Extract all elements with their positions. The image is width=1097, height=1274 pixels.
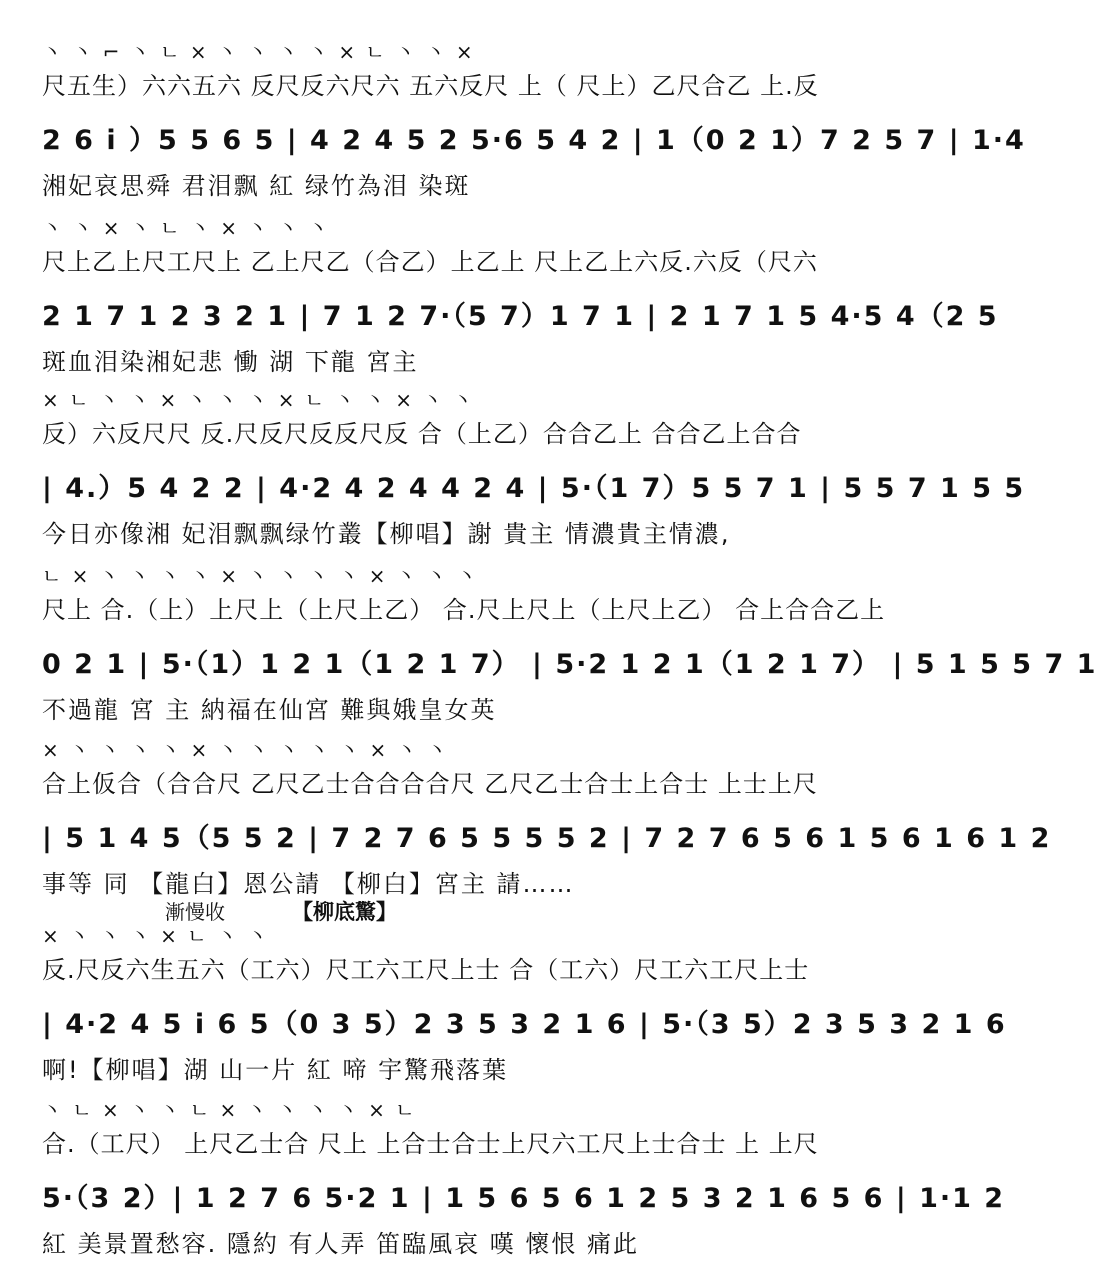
section-title: 【柳底驚】 <box>292 900 397 924</box>
lyrics-row: 不過龍 宮 主 納福在仙宮 難與娥皇女英 <box>42 696 497 724</box>
rhythm-marks-row: × 丶 丶 丶 × ㄴ 丶 丶 <box>42 924 270 948</box>
rhythm-marks-row: × 丶 丶 丶 丶 × 丶 丶 丶 丶 丶 × 丶 丶 <box>42 738 449 762</box>
gongche-notation-row: 尺五生）六六五六 反尺反六尺六 五六反尺 上（ 尺上）乙尺合乙 上.反 <box>42 72 819 100</box>
gongche-notation-row: 尺上 合.（上）上尺上（上尺上乙） 合.尺上尺上（上尺上乙） 合上合合乙上 <box>42 596 886 624</box>
score-system-3 <box>0 384 1026 559</box>
gongche-notation-row: 合上仮合（合合尺 乙尺乙士合合合合尺 乙尺乙士合士上合士 上士上尺 <box>42 770 818 798</box>
jianpu-notation-row: 2 6 i ）5 5 6 5 | 4 2 4 5 2 5·6 5 4 2 | 1（0 2 1）7 2 5 7 | 1·4 <box>42 125 1026 156</box>
score-system-4 <box>0 560 1097 735</box>
tempo-annotation: 漸慢收 <box>165 900 225 924</box>
rhythm-marks-row: 丶 丶 ⌐ 丶 ㄴ × 丶 丶 丶 丶 × ㄴ 丶 丶 × <box>42 40 475 64</box>
jianpu-notation-row: | 4·2 4 5 i 6 5（0 3 5）2 3 5 3 2 1 6 | 5·（3 5）2 3 5 3 2 1 6 <box>42 1009 1007 1040</box>
lyrics-row: 湘妃哀思舜 君泪飘 紅 绿竹為泪 染斑 <box>42 172 471 200</box>
jianpu-notation-row: | 5 1 4 5（5 5 2 | 7 2 7 6 5 5 5 5 2 | 7 2 7 6 5 6 1 5 6 1 6 1 2 <box>42 823 1052 854</box>
score-system-2 <box>0 212 999 387</box>
score-system-1 <box>0 36 1026 211</box>
score-system-7 <box>0 1094 1006 1269</box>
rhythm-marks-row: 丶 丶 × 丶 ㄴ 丶 × 丶 丶 丶 <box>42 216 331 240</box>
jianpu-notation-row: 0 2 1 | 5·（1）1 2 1（1 2 1 7） | 5·2 1 2 1（1 2 1 7） | 5 1 5 5 7 1 <box>42 649 1097 680</box>
lyrics-row: 事等 同 【龍白】恩公請 【柳白】宮主 請…… <box>42 870 575 898</box>
jianpu-notation-row: | 4.）5 4 2 2 | 4·2 4 2 4 4 2 4 | 5·（1 7）5 5 7 1 | 5 5 7 1 5 5 <box>42 473 1026 504</box>
jianpu-notation-row: 5·（3 2）| 1 2 7 6 5·2 1 | 1 5 6 5 6 1 2 5 3 2 1 6 5 6 | 1·1 2 <box>42 1183 1006 1214</box>
lyrics-row: 啊!【柳唱】湖 山一片 紅 啼 宇驚飛落葉 <box>42 1056 509 1084</box>
gongche-notation-row: 尺上乙上尺工尺上 乙上尺乙（合乙）上乙上 尺上乙上六反.六反（尺六 <box>42 248 818 276</box>
lyrics-row: 紅 美景置愁容. 隱約 有人弄 笛臨風哀 嘆 懷恨 痛此 <box>42 1230 640 1258</box>
lyrics-row: 斑血泪染湘妃悲 慟 湖 下龍 宮主 <box>42 348 419 376</box>
rhythm-marks-row: × ㄴ 丶 丶 × 丶 丶 丶 × ㄴ 丶 丶 × 丶 丶 <box>42 388 475 412</box>
rhythm-marks-row: ㄴ × 丶 丶 丶 丶 × 丶 丶 丶 丶 × 丶 丶 丶 <box>42 564 479 588</box>
gongche-notation-row: 反）六反尺尺 反.尺反尺反反尺反 合（上乙）合合乙上 合合乙上合合 <box>42 420 802 448</box>
jianpu-notation-row: 2 1 7 1 2 3 2 1 | 7 1 2 7·（5 7）1 7 1 | 2 1 7 1 5 4·5 4（2 5 <box>42 301 999 332</box>
score-system-6 <box>0 920 1007 1095</box>
gongche-notation-row: 反.尺反六生五六（工六）尺工六工尺上士 合（工六）尺工六工尺上士 <box>42 956 810 984</box>
gongche-notation-row: 合.（工尺） 上尺乙士合 尺上 上合士合士上尺六工尺上士合士 上 上尺 <box>42 1130 819 1158</box>
lyrics-row: 今日亦像湘 妃泪飘飘绿竹叢【柳唱】謝 貴主 情濃貴主情濃, <box>42 520 731 548</box>
score-system-5 <box>0 734 1052 909</box>
rhythm-marks-row: 丶 ㄴ × 丶 丶 ㄴ × 丶 丶 丶 丶 × ㄴ <box>42 1098 417 1122</box>
